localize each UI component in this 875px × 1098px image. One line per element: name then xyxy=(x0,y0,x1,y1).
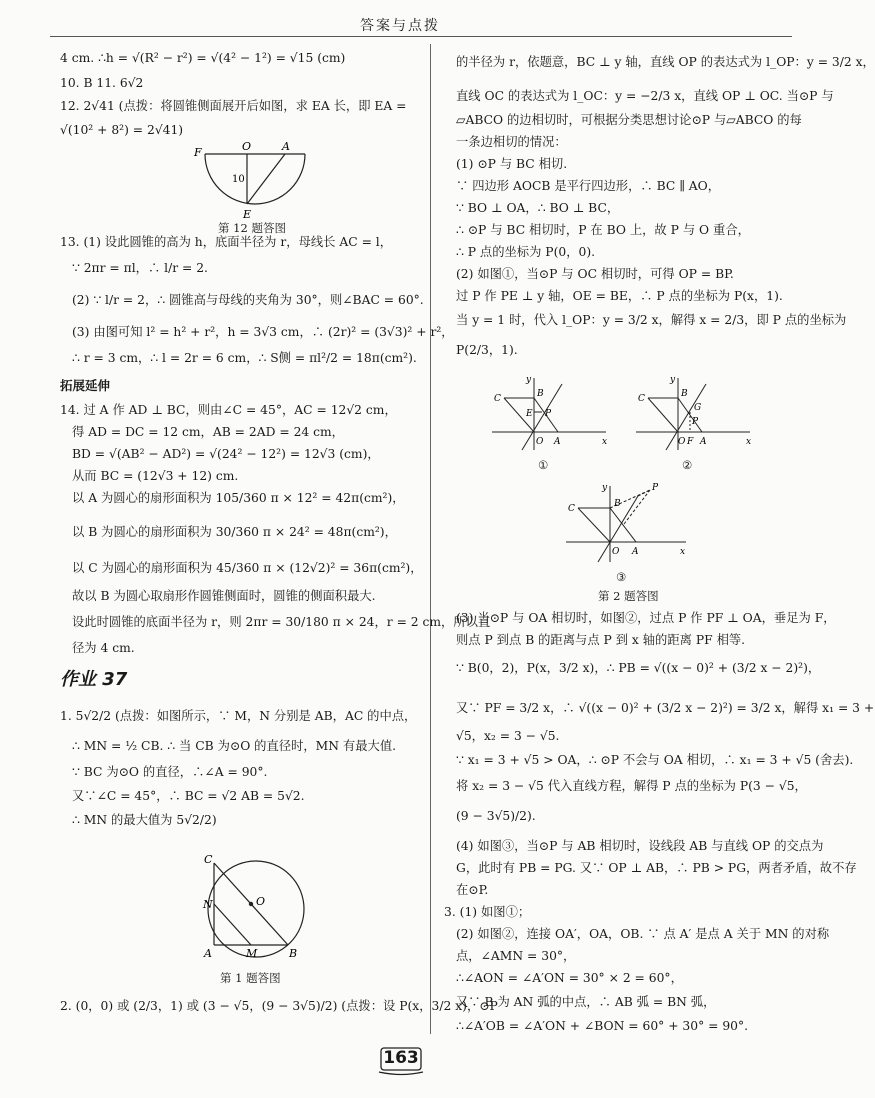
text-line: √(10² + 8²) = 2√41) xyxy=(60,123,184,137)
figure-2-1 xyxy=(490,374,610,454)
fig12-label-E: E xyxy=(243,208,252,221)
text-line: 13. (1) 设此圆锥的高为 h，底面半径为 r，母线长 AC = l， xyxy=(60,235,393,249)
text-line: 4 cm. ∴h = √(R² − r²) = √(4² − 1²) = √15 (cm) xyxy=(60,51,346,65)
text-line: 以 C 为圆心的扇形面积为 45/360 π × (12√2)² = 36π(cm²)， xyxy=(72,561,423,575)
fig2-3-label-O: O xyxy=(612,547,620,557)
text-line: 14. 过 A 作 AD ⊥ BC，则由∠C = 45°，AC = 12√2 cm， xyxy=(60,403,397,417)
text-line: 以 A 为圆心的扇形面积为 105/360 π × 12² = 42π(cm²)， xyxy=(72,491,405,505)
homework-title: 作业 37 xyxy=(60,669,128,690)
text-line: 当 y = 1 时，代入 l_OP：y = 3/2 x，解得 x = 2/3，即 P 点的坐标为 xyxy=(456,313,847,327)
page-number-badge xyxy=(378,1046,424,1076)
section-heading: 拓展延伸 xyxy=(60,378,111,393)
text-line: 以 B 为圆心的扇形面积为 30/360 π × 24² = 48π(cm²)， xyxy=(72,525,397,539)
fig1-label-O: O xyxy=(256,895,266,908)
text-line: (3) 当⊙P 与 OA 相切时，如图②，过点 P 作 PF ⊥ OA，垂足为 F， xyxy=(456,611,836,625)
text-line: 又∵∠C = 45°，∴ BC = √2 AB = 5√2. xyxy=(72,789,305,803)
text-line: 1. 5√2/2 (点拨：如图所示，∵ M，N 分别是 AB，AC 的中点， xyxy=(60,709,417,723)
fig2-3-label-y: y xyxy=(602,483,608,493)
fig2-1-label-y: y xyxy=(526,375,532,385)
text-line: 一条边相切的情况： xyxy=(456,135,567,149)
text-line: BD = √(AB² − AD²) = √(24² − 12²) = 12√3 (cm)， xyxy=(72,447,380,461)
fig12-label-O: O xyxy=(242,140,252,153)
text-line: 10. B 11. 6√2 xyxy=(60,76,144,90)
fig1-label-B: B xyxy=(289,947,298,960)
text-line: 又∵ PF = 3/2 x，∴ √((x − 0)² + (3/2 x − 2)²) = 3/2 x，解得 x₁ = 3 + xyxy=(456,701,875,715)
text-line: ∴ ⊙P 与 BC 相切时，P 在 BO 上，故 P 与 O 重合， xyxy=(456,223,750,237)
text-line: (3) 由图可知 l² = h² + r²，h = 3√3 cm，∴ (2r)² = (3√3)² + r²， xyxy=(72,325,454,339)
text-line: G，此时有 PB = PG. 又∵ OP ⊥ AB，∴ PB > PG，两者矛盾，故不存 xyxy=(456,861,857,875)
figure-1-caption: 第 1 题答图 xyxy=(220,971,281,985)
text-line: 从而 BC = (12√3 + 12) cm. xyxy=(72,469,239,483)
text-line: P(2/3，1). xyxy=(456,343,518,357)
fig2-1-label-E: E xyxy=(526,409,533,419)
fig2-2-label-x: x xyxy=(746,437,752,447)
fig2-2-label-O: O xyxy=(678,437,686,447)
fig2-2-label-B: B xyxy=(681,389,688,399)
text-line: ∴ MN = ½ CB. ∴ 当 CB 为⊙O 的直径时，MN 有最大值. xyxy=(72,739,397,753)
figure-2-2 xyxy=(634,374,754,454)
text-line: 将 x₂ = 3 − √5 代入直线方程，解得 P 点的坐标为 P(3 − √5， xyxy=(456,779,807,793)
fig2-1-label-P: P xyxy=(545,409,552,419)
text-line: (2) 如图①，当⊙P 与 OC 相切时，可得 OP = BP. xyxy=(456,267,734,281)
figure-1-circle xyxy=(200,853,310,965)
text-line: 又∵ B 为 AN 弧的中点，∴ AB 弧 = BN 弧， xyxy=(456,995,716,1009)
text-line: √5，x₂ = 3 − √5. xyxy=(456,729,560,743)
header-rule xyxy=(50,36,792,37)
text-line: 则点 P 到点 B 的距离与点 P 到 x 轴的距离 PF 相等. xyxy=(456,633,746,647)
figure-12-caption: 第 12 题答图 xyxy=(218,221,286,235)
text-line: ∵ B(0，2)，P(x，3/2 x)，∴ PB = √((x − 0)² + (3/2 x − 2)²)， xyxy=(456,661,821,675)
text-line: (9 − 3√5)/2). xyxy=(456,809,536,823)
text-line: (2) 如图②，连接 OA′，OA，OB. ∵ 点 A′ 是点 A 关于 MN 的对称 xyxy=(456,927,830,941)
page-number: 163 xyxy=(383,1048,419,1068)
text-line: ∵ BO ⊥ OA，∴ BO ⊥ BC， xyxy=(456,201,620,215)
fig2-2-label-C: C xyxy=(638,394,645,404)
page-header xyxy=(0,0,800,44)
column-divider xyxy=(430,44,431,1034)
fig2-1-label-C: C xyxy=(494,394,501,404)
text-line: 设此时圆锥的底面半径为 r，则 2πr = 30/180 π × 24，r = 2 cm，所以直 xyxy=(72,615,491,629)
fig12-label-A: A xyxy=(282,140,290,153)
text-line: 3. (1) 如图①； xyxy=(444,905,531,919)
fig12-label-F: F xyxy=(194,146,202,159)
fig2-3-label-A: A xyxy=(632,547,639,557)
header-title: 答案与点拨 xyxy=(360,18,440,34)
text-line: 直线 OC 的表达式为 l_OC：y = −2/3 x，直线 OP ⊥ OC. 当⊙P 与 xyxy=(456,89,834,103)
fig2-2-label-A: A xyxy=(700,437,707,447)
text-line: 2. (0，0) 或 (2/3，1) 或 (3 − √5，(9 − 3√5)/2) (点拨：设 P(x，3/2 x)，⊙P xyxy=(60,999,498,1013)
text-line: 的半径为 r，依题意，BC ⊥ y 轴，直线 OP 的表达式为 l_OP：y = 3/2 x， xyxy=(456,55,875,69)
fig1-label-A: A xyxy=(204,947,212,960)
text-line: ∵ BC 为⊙O 的直径，∴∠A = 90°. xyxy=(72,765,268,779)
text-line: ▱ABCO 的边相切时，可根据分类思想讨论⊙P 与▱ABCO 的每 xyxy=(456,113,802,127)
fig2-1-label-A: A xyxy=(554,437,561,447)
text-line: 点，∠AMN = 30°， xyxy=(456,949,576,963)
text-line: 故以 B 为圆心取扇形作圆锥侧面时，圆锥的侧面积最大. xyxy=(72,589,376,603)
fig1-label-N: N xyxy=(203,898,213,911)
text-line: ∴ P 点的坐标为 P(0，0). xyxy=(456,245,596,259)
fig2-2-label-P: P xyxy=(692,417,699,427)
figure-2-3 xyxy=(562,480,692,566)
fig1-label-M: M xyxy=(246,947,258,960)
fig1-label-C: C xyxy=(204,853,213,866)
text-line: ∴∠AON = ∠A′ON = 30° × 2 = 60°， xyxy=(456,971,683,985)
fig2-1-label-B: B xyxy=(537,389,544,399)
text-line: (4) 如图③，当⊙P 与 AB 相切时，设线段 AB 与直线 OP 的交点为 xyxy=(456,839,824,853)
fig2-3-label-P: P xyxy=(652,483,659,493)
text-line: (1) ⊙P 与 BC 相切. xyxy=(456,157,568,171)
figure-2-caption: 第 2 题答图 xyxy=(598,589,659,603)
text-line: ∴ MN 的最大值为 5√2/2) xyxy=(72,813,217,827)
text-line: ∵ 四边形 AOCB 是平行四边形，∴ BC ∥ AO， xyxy=(456,179,721,193)
fig12-length-label: 10 xyxy=(232,174,245,185)
fig2-1-label-O: O xyxy=(536,437,544,447)
figure-2-sub-2: ② xyxy=(682,458,693,472)
text-line: 在⊙P. xyxy=(456,883,489,897)
fig2-3-label-x: x xyxy=(680,547,686,557)
fig2-2-label-G: G xyxy=(694,403,702,413)
text-line: 径为 4 cm. xyxy=(72,641,135,655)
fig2-3-label-C: C xyxy=(568,504,575,514)
fig2-1-label-x: x xyxy=(602,437,608,447)
text-line: 12. 2√41 (点拨：将圆锥侧面展开后如图，求 EA 长，即 EA = xyxy=(60,99,407,113)
text-line: 过 P 作 PE ⊥ y 轴，OE = BE，∴ P 点的坐标为 P(x，1). xyxy=(456,289,783,303)
text-line: ∵ 2πr = πl，∴ l/r = 2. xyxy=(72,261,208,275)
fig2-2-label-F: F xyxy=(687,437,694,447)
fig2-3-label-B: B xyxy=(614,499,621,509)
fig2-2-label-y: y xyxy=(670,375,676,385)
text-line: ∴∠A′OB = ∠A′ON + ∠BON = 60° + 30° = 90°. xyxy=(456,1019,749,1033)
text-line: 得 AD = DC = 12 cm，AB = 2AD = 24 cm， xyxy=(72,425,344,439)
text-line: ∴ r = 3 cm，∴ l = 2r = 6 cm，∴ S侧 = πl²/2 = 18π(cm²). xyxy=(72,351,417,365)
text-line: ∵ x₁ = 3 + √5 > OA，∴ ⊙P 不会与 OA 相切，∴ x₁ = 3 + √5 (舍去). xyxy=(456,753,854,767)
figure-2-sub-1: ① xyxy=(538,458,549,472)
text-line: (2) ∵ l/r = 2，∴ 圆锥高与母线的夹角为 30°，则∠BAC = 60°. xyxy=(72,293,424,307)
figure-2-sub-3: ③ xyxy=(616,570,627,584)
